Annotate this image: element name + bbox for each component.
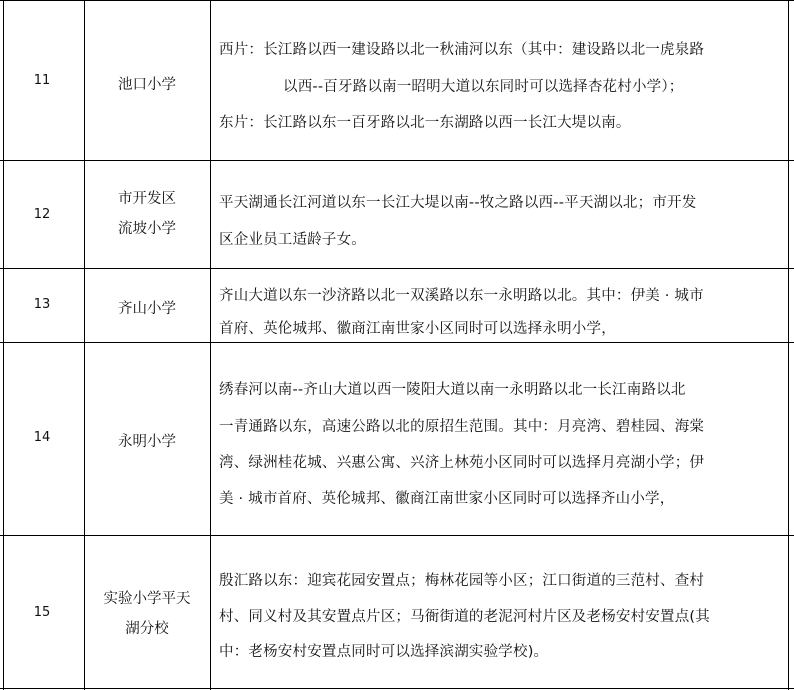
row-divider [0,342,794,343]
column-divider [788,0,789,690]
row-number: 11 [33,73,51,88]
district-line: 东片：长江路以东一百牙路以北一东湖路以西一长江大堤以南。 [219,115,631,131]
row-divider [0,0,794,1]
district-line: 绣春河以南--齐山大道以西一陵阳大道以南一永明路以北一长江南路以北 [219,382,686,398]
school-name: 市开发区 流坡小学 [118,191,176,237]
district-line: 一青通路以东，高速公路以北的原招生范围。其中：月亮湾、碧桂园、海棠 [219,419,705,435]
column-divider [84,0,85,690]
column-divider [3,0,4,690]
row-number: 14 [33,430,51,445]
school-name: 永明小学 [118,434,176,450]
row-divider [0,268,794,269]
row-number: 13 [33,297,51,312]
row-divider [0,160,794,161]
row-number: 15 [33,605,51,620]
district-line: 村、同义村及其安置点片区；马衙街道的老泥河村片区及老杨安村安置点(其 [219,609,710,625]
school-name: 实验小学平天 湖分校 [103,591,191,637]
district-line: 美 · 城市首府、英伦城邦、徽商江南世家小区同时可以选择齐山小学， [219,491,675,507]
district-line: 殷汇路以东：迎宾花园安置点；梅林花园等小区；江口街道的三范村、查村 [219,573,705,589]
row-divider [0,688,794,689]
district-line: 区企业员工适龄子女。 [219,232,366,248]
district-line: 齐山大道以东一沙济路以北一双溪路以东一永明路以北。其中：伊美 · 城市 [219,288,704,304]
district-line: 西片：长江路以西一建设路以北一秋浦河以东（其中：建设路以北一虎泉路 [219,42,705,58]
district-line: 以西--百牙路以南一昭明大道以东同时可以选择杏花村小学）； [283,79,684,95]
column-divider [210,0,211,690]
row-number: 12 [33,207,51,222]
school-name: 齐山小学 [118,301,176,317]
row-divider [0,535,794,536]
district-line: 首府、英伦城邦、徽商江南世家小区同时可以选择永明小学， [219,321,616,337]
school-name: 池口小学 [118,77,176,93]
district-line: 平天湖通长江河道以东一长江大堤以南--牧之路以西--平天湖以北；市开发 [219,195,697,211]
district-line: 中：老杨安村安置点同时可以选择滨湖实验学校)。 [219,644,549,660]
district-line: 湾、绿洲桂花城、兴惠公寓、兴济上林苑小区同时可以选择月亮湖小学；伊 [219,455,705,471]
